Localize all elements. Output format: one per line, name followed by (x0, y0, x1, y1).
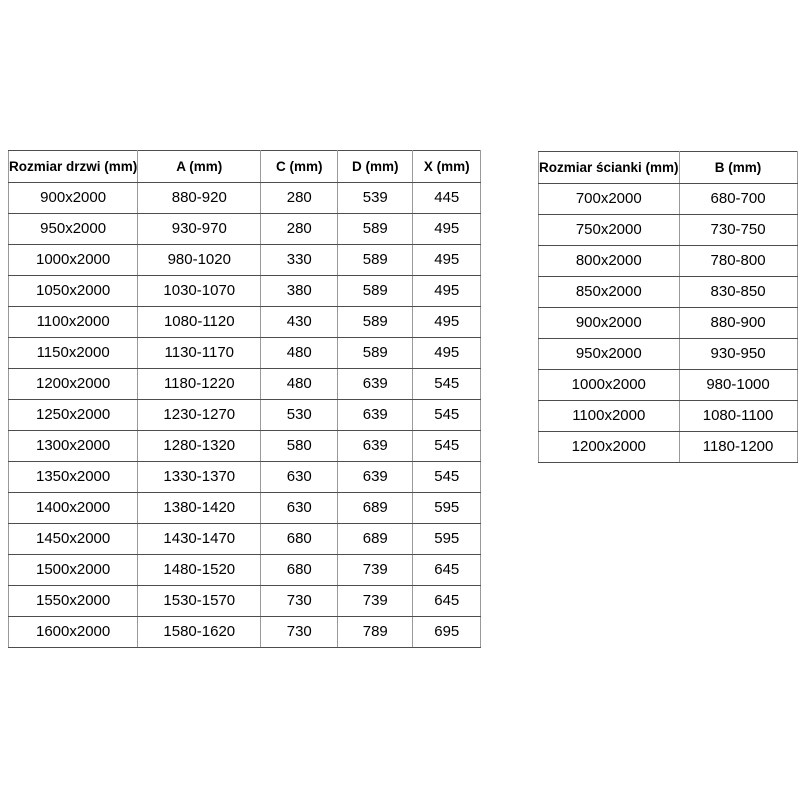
table-cell: 645 (413, 586, 481, 617)
table-cell: 900x2000 (9, 183, 138, 214)
table-cell: 1100x2000 (9, 307, 138, 338)
table-cell: 1230-1270 (138, 400, 261, 431)
table-cell: 780-800 (679, 246, 797, 277)
table-cell: 1350x2000 (9, 462, 138, 493)
table-cell: 739 (338, 555, 413, 586)
table-row (539, 215, 798, 246)
column-header: D (mm) (338, 151, 413, 183)
table-cell: 700x2000 (539, 184, 680, 215)
table-cell: 639 (338, 462, 413, 493)
table-cell: 539 (338, 183, 413, 214)
table-cell: 1300x2000 (9, 431, 138, 462)
table-cell: 1550x2000 (9, 586, 138, 617)
table-cell: 789 (338, 617, 413, 648)
table-cell: 1600x2000 (9, 617, 138, 648)
table-cell: 545 (413, 462, 481, 493)
header-row (9, 151, 481, 183)
table-cell: 580 (261, 431, 338, 462)
table-cell: 730-750 (679, 215, 797, 246)
table-cell: 950x2000 (9, 214, 138, 245)
column-header: Rozmiar ścianki (mm) (539, 152, 680, 184)
column-header: C (mm) (261, 151, 338, 183)
table-cell: 1180-1200 (679, 432, 797, 463)
column-header: A (mm) (138, 151, 261, 183)
table-row (9, 338, 481, 369)
table-cell: 1180-1220 (138, 369, 261, 400)
table-cell: 545 (413, 400, 481, 431)
wall-size-table (538, 151, 798, 463)
table-cell: 830-850 (679, 277, 797, 308)
table-row (9, 524, 481, 555)
table-cell: 330 (261, 245, 338, 276)
table-cell: 930-970 (138, 214, 261, 245)
table-cell: 880-900 (679, 308, 797, 339)
table-cell: 589 (338, 307, 413, 338)
table-cell: 695 (413, 617, 481, 648)
table-cell: 645 (413, 555, 481, 586)
table-row (9, 183, 481, 214)
table-cell: 1330-1370 (138, 462, 261, 493)
table-cell: 495 (413, 307, 481, 338)
table-row (539, 308, 798, 339)
table-cell: 980-1020 (138, 245, 261, 276)
table-cell: 480 (261, 338, 338, 369)
table-cell: 589 (338, 276, 413, 307)
table-row (539, 246, 798, 277)
table-cell: 1450x2000 (9, 524, 138, 555)
table-cell: 380 (261, 276, 338, 307)
table-cell: 589 (338, 214, 413, 245)
table-cell: 730 (261, 586, 338, 617)
table-cell: 1150x2000 (9, 338, 138, 369)
table-cell: 1100x2000 (539, 401, 680, 432)
table-cell: 530 (261, 400, 338, 431)
table-cell: 680 (261, 524, 338, 555)
table-cell: 1200x2000 (9, 369, 138, 400)
table-cell: 980-1000 (679, 370, 797, 401)
table-cell: 730 (261, 617, 338, 648)
table-cell: 1530-1570 (138, 586, 261, 617)
table-cell: 589 (338, 338, 413, 369)
table-cell: 930-950 (679, 339, 797, 370)
table-row (9, 586, 481, 617)
table-cell: 545 (413, 369, 481, 400)
table-row (539, 401, 798, 432)
table-cell: 630 (261, 462, 338, 493)
table-cell: 1400x2000 (9, 493, 138, 524)
table-row (539, 432, 798, 463)
table-row (9, 431, 481, 462)
table-cell: 880-920 (138, 183, 261, 214)
table-cell: 1500x2000 (9, 555, 138, 586)
table-cell: 280 (261, 214, 338, 245)
table-row (9, 555, 481, 586)
table-cell: 545 (413, 431, 481, 462)
table-row (9, 493, 481, 524)
table-cell: 1250x2000 (9, 400, 138, 431)
table-cell: 1130-1170 (138, 338, 261, 369)
table-cell: 445 (413, 183, 481, 214)
door-size-table (8, 150, 481, 648)
table-cell: 750x2000 (539, 215, 680, 246)
table-cell: 800x2000 (539, 246, 680, 277)
table-cell: 589 (338, 245, 413, 276)
table-cell: 950x2000 (539, 339, 680, 370)
table-cell: 495 (413, 245, 481, 276)
table-cell: 595 (413, 493, 481, 524)
table-row (539, 370, 798, 401)
column-header: Rozmiar drzwi (mm) (9, 151, 138, 183)
table-row (9, 617, 481, 648)
table-cell: 1580-1620 (138, 617, 261, 648)
table-cell: 1200x2000 (539, 432, 680, 463)
table-cell: 850x2000 (539, 277, 680, 308)
table-row (9, 462, 481, 493)
table-cell: 680 (261, 555, 338, 586)
table-cell: 689 (338, 524, 413, 555)
table-cell: 1280-1320 (138, 431, 261, 462)
table-row (9, 307, 481, 338)
table-row (9, 245, 481, 276)
table-cell: 495 (413, 338, 481, 369)
table-cell: 639 (338, 400, 413, 431)
table-cell: 480 (261, 369, 338, 400)
table-cell: 739 (338, 586, 413, 617)
table-row (9, 369, 481, 400)
table-cell: 280 (261, 183, 338, 214)
table-row (9, 214, 481, 245)
table-cell: 1380-1420 (138, 493, 261, 524)
table-row (9, 276, 481, 307)
table-cell: 680-700 (679, 184, 797, 215)
table-cell: 1080-1100 (679, 401, 797, 432)
header-row (539, 152, 798, 184)
table-row (539, 339, 798, 370)
table-cell: 1050x2000 (9, 276, 138, 307)
column-header: X (mm) (413, 151, 481, 183)
column-header: B (mm) (679, 152, 797, 184)
table-cell: 495 (413, 214, 481, 245)
table-cell: 900x2000 (539, 308, 680, 339)
table-cell: 630 (261, 493, 338, 524)
table-cell: 1430-1470 (138, 524, 261, 555)
table-cell: 1080-1120 (138, 307, 261, 338)
table-cell: 1000x2000 (9, 245, 138, 276)
table-cell: 1000x2000 (539, 370, 680, 401)
table-row (539, 184, 798, 215)
table-row (539, 277, 798, 308)
table-cell: 639 (338, 369, 413, 400)
table-cell: 1480-1520 (138, 555, 261, 586)
table-cell: 689 (338, 493, 413, 524)
table-cell: 639 (338, 431, 413, 462)
table-row (9, 400, 481, 431)
table-cell: 1030-1070 (138, 276, 261, 307)
table-cell: 495 (413, 276, 481, 307)
table-cell: 595 (413, 524, 481, 555)
table-cell: 430 (261, 307, 338, 338)
